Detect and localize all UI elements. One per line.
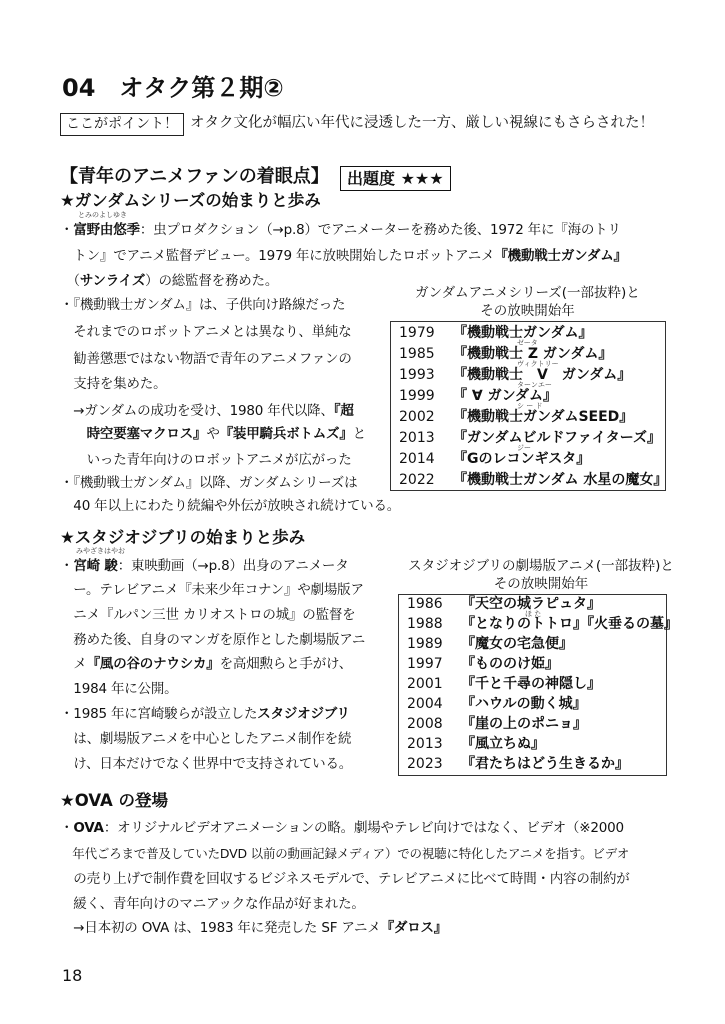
text-line — [60, 323, 352, 341]
text-line — [60, 451, 352, 469]
bold-term: スタジオジブリ — [257, 706, 350, 722]
year: 2002 — [399, 409, 435, 425]
text-segment: それまでのロボットアニメとは異なり、単純な — [60, 324, 352, 340]
text-segment: の売り上げで制作費を回収するビジネスモデルで、テレビアニメに比べて時間・内容の制約が — [60, 871, 630, 887]
year: 2008 — [407, 716, 443, 732]
bold-term: 『風の谷のナウシカ』 — [86, 656, 220, 672]
year: 2014 — [399, 451, 435, 467]
ruby-reading: シ ー ド — [517, 402, 543, 410]
year: 1997 — [407, 656, 443, 672]
table-row — [407, 658, 559, 671]
text-segment: ：東映動画（→p.8）出身のアニメータ — [117, 558, 349, 574]
table-row — [399, 473, 667, 487]
ova-heading: ★OVA の登場 — [60, 791, 169, 810]
text-line — [60, 730, 351, 748]
text-segment: 務めた後、自身のマンガを原作とした劇場版アニ — [60, 632, 366, 648]
text-segment: 緩く、青年向けのマニアックな作品が好まれた。 — [60, 896, 365, 912]
text-segment: →日本初の OVA は、1983 年に発売した SF アニメ — [60, 920, 381, 936]
table-row — [399, 381, 558, 404]
text-segment: 40 年以上にわたり続編や外伝が放映され続けている。 — [60, 498, 401, 514]
text-line — [60, 350, 352, 368]
table-row — [407, 598, 601, 611]
table-row — [407, 610, 678, 632]
year: 1979 — [399, 325, 435, 341]
text-segment: ・ — [60, 222, 74, 238]
frequency-badge: 出題度 ★★★ — [340, 166, 451, 191]
text-segment: →ガンダムの成功を受け、1980 年代以降、 — [60, 403, 334, 419]
year: 1999 — [399, 388, 435, 404]
text-segment: け、日本だけでなく世界中で支持されている。 — [60, 756, 353, 772]
work-title: 『もののけ姫』 — [461, 656, 559, 672]
caption-line: スタジオジブリの劇場版アニメ(一部抜粋)と — [408, 558, 674, 574]
page-number: 18 — [62, 966, 83, 985]
text-line — [60, 402, 354, 420]
ghibli-heading: ★スタジオジブリの始まりと歩み — [60, 528, 306, 547]
year: 1986 — [407, 596, 443, 612]
bold-term: OVA — [73, 820, 104, 836]
text-segment: ー。テレビアニメ『未来少年コナン』や劇場版ア — [60, 582, 364, 598]
work-title: 『天空の城ラピュタ』 — [461, 596, 601, 612]
caption-line: その放映開始年 — [493, 576, 589, 592]
text-segment: や — [206, 426, 220, 442]
text-line — [60, 819, 624, 837]
table-row — [399, 326, 592, 340]
page-title: 04 オタク第２期② — [62, 74, 284, 102]
year: 2013 — [407, 736, 443, 752]
work-title: 『となりのトトロ』『火垂るの墓』 — [461, 616, 678, 632]
year: 2004 — [407, 696, 443, 712]
work-title: 『機動戦士ガンダムSEED』 — [453, 409, 634, 425]
text-line — [60, 655, 352, 673]
text-segment: 年代ごろまで普及していたDVD 以前の動画記録メディア）での視聴に特化したアニメを指す。ビデオ — [60, 846, 630, 861]
section-title: 【青年のアニメファンの着眼点】 — [60, 166, 329, 187]
table-row — [399, 444, 591, 467]
ruby-reading: ジー — [517, 444, 531, 452]
caption-line: ガンダムアニメシリーズ(一部抜粋)と — [415, 285, 640, 301]
text-segment: トン』でアニメ監督デビュー。1979 年に放映開始したロボットアニメ — [60, 248, 495, 264]
text-line — [60, 425, 366, 443]
gundam-heading: ★ガンダムシリーズの始まりと歩み — [60, 191, 321, 210]
text-segment: ：オリジナルビデオアニメーションの略。劇場やテレビ向けではなく、ビデオ（※2000 — [103, 820, 624, 836]
text-line — [60, 919, 447, 937]
text-line — [60, 606, 355, 624]
bold-term: 『装甲騎兵ボトムズ』 — [219, 426, 353, 442]
point-label: ここがポイント！ — [60, 113, 184, 136]
ruby-reading: ゼータ — [517, 339, 538, 347]
text-line — [60, 247, 627, 265]
text-line — [60, 272, 278, 290]
bold-term: 『ダロス』 — [380, 920, 448, 936]
ghibli-table-caption — [396, 557, 686, 593]
text-segment: 支持を集めた。 — [60, 376, 167, 392]
year: 2013 — [399, 430, 435, 446]
bold-term: サンライズ — [79, 273, 146, 289]
text-segment: ・1985 年に宮崎駿らが設立した — [60, 706, 258, 722]
work-title: 『風立ちぬ』 — [461, 736, 545, 752]
text-segment: ・ — [60, 820, 74, 836]
text-line — [60, 581, 364, 599]
text-line — [60, 705, 350, 723]
table-row — [407, 738, 545, 751]
text-segment: は、劇場版アニメを中心としたアニメ制作を続 — [60, 731, 352, 747]
text-segment: ：虫プロダクション（→p.8）でアニメーターを務めた後、1972 年に『海のトリ — [139, 222, 621, 238]
text-segment: ・ — [60, 558, 74, 574]
table-row — [407, 698, 587, 711]
text-line — [60, 474, 357, 492]
text-line — [60, 375, 166, 393]
text-segment: メ — [60, 656, 87, 672]
table-row — [399, 431, 661, 445]
text-segment: （ — [60, 273, 80, 289]
work-title: 『 ∀ ガンダム』 — [453, 388, 558, 404]
work-title: 『ガンダムビルドファイターズ』 — [453, 430, 662, 446]
year: 2023 — [407, 756, 443, 772]
year: 2022 — [399, 472, 435, 488]
text-segment: いった青年向けのロボットアニメが広がった — [60, 452, 352, 468]
text-segment: 勧善懲悪ではない物語で青年のアニメファンの — [60, 351, 352, 367]
work-title: 『崖の上のポニョ』 — [461, 716, 587, 732]
ruby-tomino: とみのよしゆき — [78, 211, 127, 219]
text-segment: を高畑勲らと手がけ、 — [219, 656, 353, 672]
table-row — [399, 339, 613, 362]
text-line — [60, 497, 400, 515]
table-row — [407, 758, 629, 771]
gundam-table-caption — [390, 284, 665, 320]
text-line — [60, 680, 177, 698]
text-line — [60, 895, 365, 913]
text-line — [60, 557, 349, 575]
text-line — [60, 631, 365, 649]
year: 1985 — [399, 346, 435, 362]
work-title: 『千と千尋の神隠し』 — [461, 676, 601, 692]
bold-term: 『超 — [333, 403, 354, 419]
bold-term: 時空要塞マクロス』 — [86, 426, 207, 442]
bold-term: 富野由悠季 — [73, 222, 140, 238]
text-segment: と — [352, 426, 366, 442]
work-title: 『機動戦士ガンダム 水星の魔女』 — [453, 472, 668, 488]
ruby-miyazaki: みやざきはやお — [76, 547, 125, 555]
work-title: 『機動戦士 V ガンダム』 — [453, 367, 632, 383]
text-line — [60, 845, 629, 863]
table-row — [407, 718, 587, 731]
point-text: オタク文化が幅広い年代に浸透した一方、厳しい視線にもさらされた！ — [190, 115, 654, 131]
caption-line: その放映開始年 — [480, 303, 575, 319]
work-title: 『君たちはどう生きるか』 — [461, 756, 629, 772]
bold-term: 宮崎 駿 — [73, 558, 118, 574]
text-line — [60, 221, 621, 239]
text-segment: ・『機動戦士ガンダム』以降、ガンダムシリーズは — [60, 475, 358, 491]
text-line — [60, 870, 630, 888]
ruby-reading: ヴィクトリー — [517, 360, 559, 368]
ruby-reading: ほ た — [525, 610, 542, 618]
table-row — [407, 678, 601, 691]
text-segment — [60, 426, 87, 442]
work-title: 『機動戦士ガンダム』 — [453, 325, 593, 341]
text-segment: ニメ『ルパン三世 カリオストロの城』の監督を — [60, 607, 356, 623]
work-title: 『機動戦士 Ζ ガンダム』 — [453, 346, 613, 362]
table-row — [399, 360, 632, 383]
text-line — [60, 296, 345, 314]
ruby-reading: ターンエー — [517, 381, 552, 389]
table-row — [407, 638, 573, 651]
text-segment: 1984 年に公開。 — [60, 681, 178, 697]
year: 1989 — [407, 636, 443, 652]
year: 1988 — [407, 616, 443, 632]
work-title: 『ハウルの動く城』 — [461, 696, 587, 712]
work-title: 『魔女の宅急便』 — [461, 636, 573, 652]
text-segment: ・『機動戦士ガンダム』は、子供向け路線だった — [60, 297, 346, 313]
ghibli-table — [398, 594, 678, 776]
year: 1993 — [399, 367, 435, 383]
bold-term: 『機動戦士ガンダム』 — [494, 248, 627, 264]
year: 2001 — [407, 676, 443, 692]
gundam-table — [390, 321, 666, 491]
text-line — [60, 755, 352, 773]
table-row — [399, 402, 634, 425]
work-title: 『Gのレコンギスタ』 — [453, 451, 591, 467]
text-segment: ）の総監督を務めた。 — [145, 273, 279, 289]
